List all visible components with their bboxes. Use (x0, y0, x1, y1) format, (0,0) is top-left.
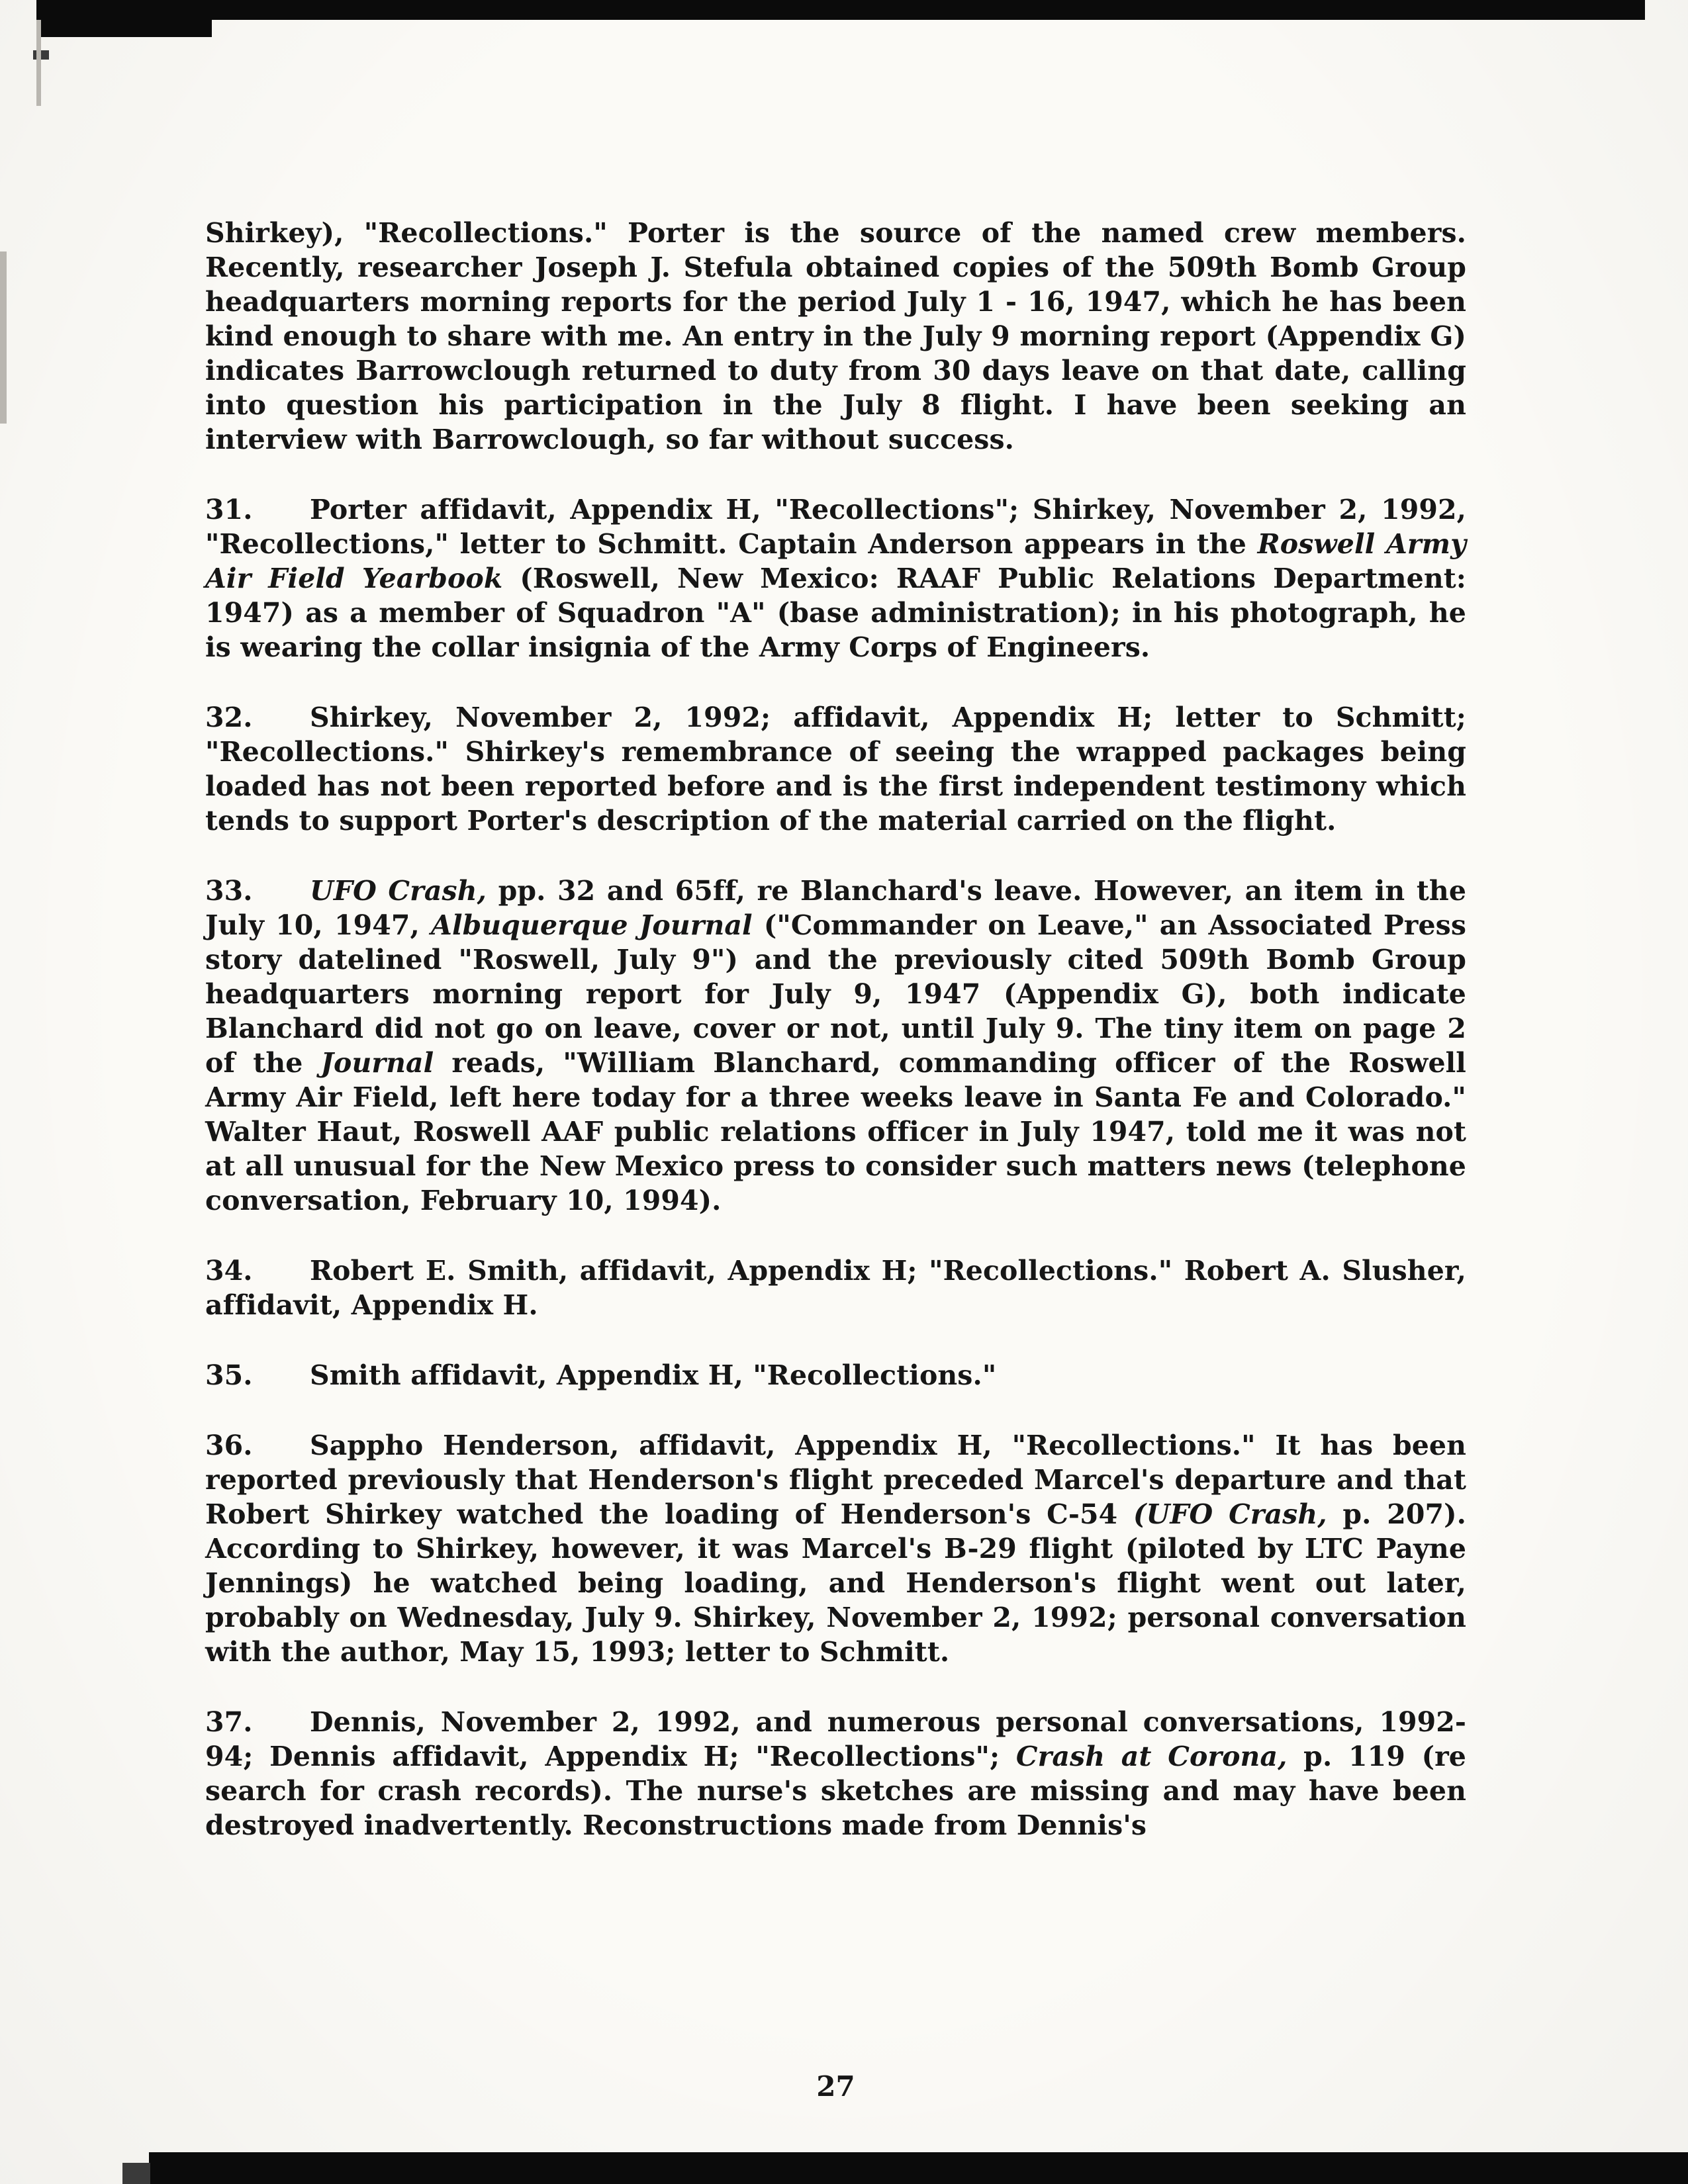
endnote-text: Sappho Henderson, affidavit, Appendix H, "Recollections." It has been reported previously that Henderson's flight preceded Marcel's departure and that Robert Shirkey watched the loading of Henderson's C-54 (205, 1430, 1466, 1530)
endnote-text: Shirkey), "Recollections." Porter is the source of the named crew members. Recently, researcher Joseph J. Stefula obtained copies of the 509th Bomb Group headquarters morning reports for the period July 1 - 16, 1947, which he has been kind enough to share with me. An entry in the July 9 morning report (Appendix G) indicates Barrowclough returned to duty from 30 days leave on that date, calling into question his participation in the July 8 flight. I have been seeking an interview with Barrowclough, so far without success. (205, 217, 1466, 455)
endnote-36 (205, 1428, 1466, 1669)
endnote-text: p. 207). According to Shirkey, however, it was Marcel's B-29 flight (piloted by LTC Payne Jennings) he watched being loading, and Henderson's flight went out later, probably on Wednesday, July 9. Shirkey, November 2, 1992; personal conversation with the author, May 15, 1993; letter to Schmitt. (205, 1498, 1466, 1668)
endnote-number: 36. (205, 1430, 253, 1461)
endnote-text: Shirkey, November 2, 1992; affidavit, Appendix H; letter to Schmitt; "Recollections." Shirkey's remembrance of seeing the wrapped packages being loaded has not been reported before and is the first independent testimony which tends to support Porter's description of the material carried on the flight. (205, 702, 1466, 837)
endnote-continuation (205, 216, 1466, 457)
italic-citation-title: Roswell Army Air Field Yearbook (205, 528, 1466, 594)
scan-artifact-top-left-block (36, 0, 212, 37)
endnote-text: (Roswell, New Mexico: RAAF Public Relations Department: 1947) as a member of Squadron "A" (base administration); in his photograph, he is wearing the collar insignia of the Army Corps of Engineers. (205, 563, 1467, 663)
endnote-number: 32. (205, 702, 253, 733)
scan-artifact-bottom-bar (149, 2152, 1688, 2184)
endnote-number: 34. (205, 1255, 253, 1287)
endnote-number: 35. (205, 1359, 253, 1391)
endnote-31 (205, 492, 1466, 664)
endnote-text: Smith affidavit, Appendix H, "Recollections." (310, 1359, 997, 1391)
page-number: 27 (816, 2070, 855, 2103)
endnote-35 (205, 1358, 1466, 1392)
endnote-number: 31. (205, 494, 253, 525)
endnote-text: Porter affidavit, Appendix H, "Recollections"; Shirkey, November 2, 1992, "Recollections," letter to Schmitt. Captain Anderson appears in the (205, 494, 1466, 560)
endnote-number: 33. (205, 875, 253, 907)
scan-artifact-top-bar (36, 0, 1645, 20)
italic-citation-title: UFO Crash, (310, 875, 487, 907)
endnote-33 (205, 874, 1466, 1218)
endnote-text: ("Commander on Leave," an Associated Press story datelined "Roswell, July 9") and the previously cited 509th Bomb Group headquarters morning report for July 9, 1947 (Appendix G), both indicate Blanchard did not go on leave, cover or not, until July 9. The tiny item on page 2 of the (205, 909, 1466, 1079)
italic-citation-title: Journal (320, 1047, 434, 1079)
endnote-text: Dennis, November 2, 1992, and numerous personal conversations, 1992-94; Dennis affidavit, Appendix H; "Recollections"; (205, 1706, 1466, 1772)
scan-artifact-left-streak (36, 20, 41, 106)
endnote-37 (205, 1705, 1466, 1843)
endnote-32 (205, 700, 1466, 838)
endnotes (205, 216, 1466, 1843)
endnote-text: pp. 32 and 65ff, re Blanchard's leave. However, an item in the July 10, 1947, (205, 875, 1467, 941)
endnote-text: reads, "William Blanchard, commanding officer of the Roswell Army Air Field, left here today for a three weeks leave in Santa Fe and Colorado." Walter Haut, Roswell AAF public relations officer in July 1947, told me it was not at all unusual for the New Mexico press to consider such matters news (telephone conversation, February 10, 1994). (205, 1047, 1466, 1216)
endnote-text: p. 119 (re search for crash records). The nurse's sketches are missing and may have been destroyed inadvertently. Reconstructions made from Dennis's (205, 1741, 1466, 1841)
italic-citation-title: Albuquerque Journal (431, 909, 753, 941)
endnote-number: 37. (205, 1706, 253, 1738)
endnote-text: Robert E. Smith, affidavit, Appendix H; "Recollections." Robert A. Slusher, affidavit, Appendix H. (205, 1255, 1466, 1321)
scan-artifact-bottom-left-mark (122, 2163, 150, 2184)
endnote-34 (205, 1253, 1466, 1322)
italic-citation-title: (UFO Crash, (1133, 1498, 1327, 1530)
italic-citation-title: Crash at Corona, (1015, 1741, 1288, 1772)
scan-artifact-top-left-mark (33, 50, 49, 60)
scan-artifact-left-edge-smudge (0, 251, 7, 424)
